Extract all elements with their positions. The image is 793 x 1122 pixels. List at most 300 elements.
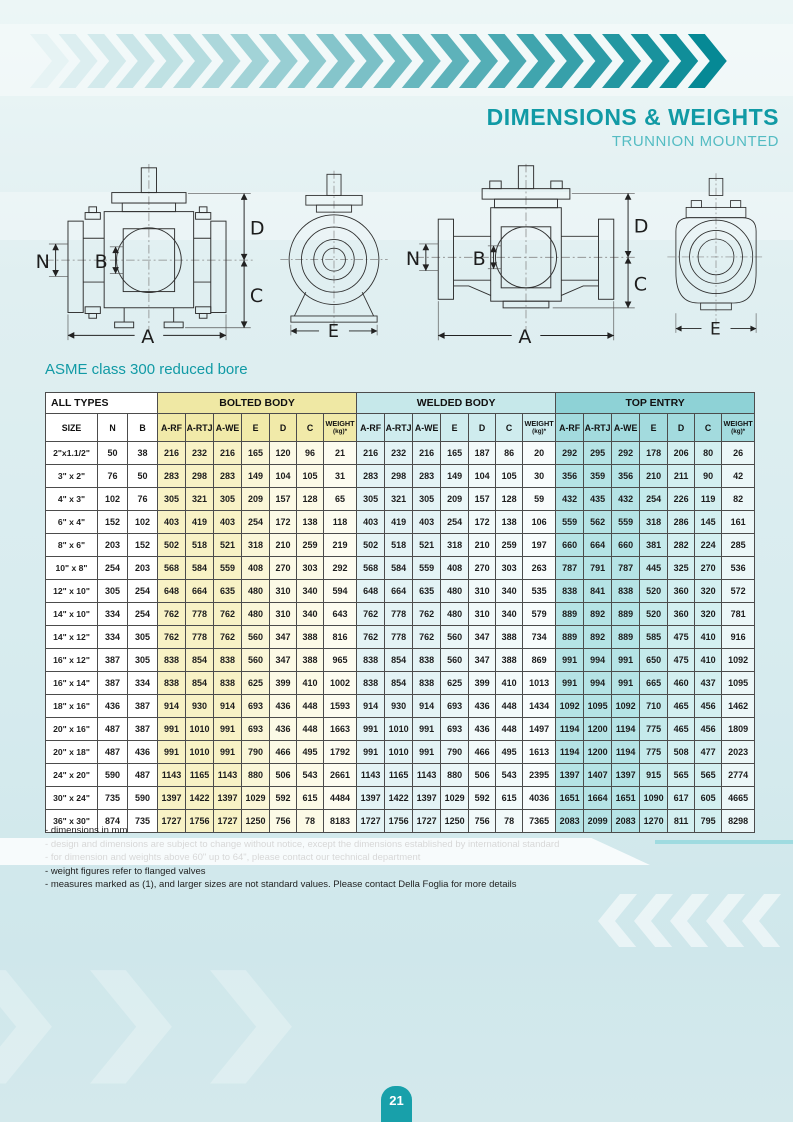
table-cell: 448 xyxy=(297,718,324,741)
table-cell: 2083 xyxy=(556,810,584,833)
table-cell: 1792 xyxy=(324,741,357,764)
dimension-label-e: E xyxy=(327,322,339,343)
table-cell: 660 xyxy=(612,534,640,557)
table-cell: 104 xyxy=(270,465,297,488)
table-cell: 565 xyxy=(695,764,722,787)
table-cell: 1165 xyxy=(186,764,214,787)
table-cell: 838 xyxy=(158,672,186,695)
table-cell: 1613 xyxy=(523,741,556,764)
table-cell: 36" x 30" xyxy=(46,810,98,833)
table-cell: 880 xyxy=(441,764,469,787)
table-row xyxy=(46,626,755,649)
table-cell: 410 xyxy=(695,626,722,649)
table-cell: 232 xyxy=(186,442,214,465)
table-row xyxy=(46,534,755,557)
table-cell: 82 xyxy=(722,488,755,511)
table-cell: 14" x 10" xyxy=(46,603,98,626)
table-cell: 1002 xyxy=(324,672,357,695)
table-cell: 506 xyxy=(469,764,496,787)
table-cell: 543 xyxy=(297,764,324,787)
table-cell: 665 xyxy=(640,672,668,695)
table-cell: 38 xyxy=(128,442,158,465)
table-cell: 1727 xyxy=(214,810,242,833)
table-cell: 854 xyxy=(186,649,214,672)
table-cell: 387 xyxy=(128,718,158,741)
table-cell: 466 xyxy=(270,741,297,764)
table-cell: 86 xyxy=(496,442,523,465)
table-cell: 991 xyxy=(413,718,441,741)
table-cell: 448 xyxy=(297,695,324,718)
table-cell: 24" x 20" xyxy=(46,764,98,787)
table-cell: 310 xyxy=(469,580,496,603)
table-cell: 559 xyxy=(556,511,584,534)
table-cell: 388 xyxy=(496,626,523,649)
table-cell: 590 xyxy=(98,764,128,787)
dimension-label-c: C xyxy=(633,273,648,296)
column-header: D xyxy=(668,414,695,442)
column-header: A-RF xyxy=(556,414,584,442)
table-cell: 693 xyxy=(441,718,469,741)
table-cell: 495 xyxy=(496,741,523,764)
table-cell: 584 xyxy=(186,557,214,580)
table-cell: 916 xyxy=(722,626,755,649)
table-cell: 59 xyxy=(523,488,556,511)
table-cell: 149 xyxy=(441,465,469,488)
table-cell: 1664 xyxy=(584,787,612,810)
table-cell: 838 xyxy=(357,649,385,672)
table-cell: 216 xyxy=(413,442,441,465)
table-cell: 615 xyxy=(297,787,324,810)
table-cell: 869 xyxy=(523,649,556,672)
table-cell: 359 xyxy=(584,465,612,488)
table-cell: 778 xyxy=(186,603,214,626)
table-cell: 387 xyxy=(98,649,128,672)
table-cell: 1422 xyxy=(186,787,214,810)
table-cell: 436 xyxy=(270,718,297,741)
table-row xyxy=(46,787,755,810)
table-cell: 219 xyxy=(324,534,357,557)
table-cell: 403 xyxy=(214,511,242,534)
table-cell: 1651 xyxy=(612,787,640,810)
column-header: E xyxy=(640,414,668,442)
table-cell: 1397 xyxy=(556,764,584,787)
group-header-all-types: ALL TYPES xyxy=(46,393,158,414)
table-cell: 762 xyxy=(158,603,186,626)
table-cell: 14" x 12" xyxy=(46,626,98,649)
table-cell: 2661 xyxy=(324,764,357,787)
table-cell: 259 xyxy=(297,534,324,557)
page-title: DIMENSIONS & WEIGHTS xyxy=(486,104,779,130)
table-cell: 298 xyxy=(385,465,413,488)
table-cell: 475 xyxy=(668,649,695,672)
table-cell: 206 xyxy=(668,442,695,465)
table-cell: 318 xyxy=(441,534,469,557)
table-cell: 693 xyxy=(242,718,270,741)
table-cell: 321 xyxy=(385,488,413,511)
table-cell: 285 xyxy=(722,534,755,557)
table-row xyxy=(46,557,755,580)
table-cell: 254 xyxy=(242,511,270,534)
table-cell: 26 xyxy=(722,442,755,465)
table-cell: 318 xyxy=(640,511,668,534)
table-cell: 106 xyxy=(523,511,556,534)
table-cell: 16" x 12" xyxy=(46,649,98,672)
table-cell: 305 xyxy=(357,488,385,511)
table-cell: 18" x 16" xyxy=(46,695,98,718)
table-cell: 347 xyxy=(469,626,496,649)
table-cell: 8" x 6" xyxy=(46,534,98,557)
table-cell: 388 xyxy=(297,649,324,672)
table-cell: 1593 xyxy=(324,695,357,718)
table-cell: 178 xyxy=(640,442,668,465)
table-cell: 448 xyxy=(496,718,523,741)
table-cell: 138 xyxy=(297,511,324,534)
table-cell: 305 xyxy=(98,580,128,603)
table-cell: 991 xyxy=(214,718,242,741)
dimension-label-a: A xyxy=(518,326,532,349)
table-cell: 838 xyxy=(612,580,640,603)
table-cell: 762 xyxy=(413,603,441,626)
table-cell: 283 xyxy=(357,465,385,488)
dimension-label-e: E xyxy=(710,319,721,340)
table-cell: 1250 xyxy=(242,810,270,833)
table-cell: 1013 xyxy=(523,672,556,695)
table-cell: 360 xyxy=(668,603,695,626)
table-cell: 495 xyxy=(297,741,324,764)
top-entry-side-view-drawing xyxy=(652,156,780,351)
table-cell: 1809 xyxy=(722,718,755,741)
table-cell: 854 xyxy=(385,672,413,695)
table-cell: 318 xyxy=(242,534,270,557)
table-cell: 120 xyxy=(270,442,297,465)
table-cell: 791 xyxy=(584,557,612,580)
valve-drawings xyxy=(28,156,780,356)
table-cell: 263 xyxy=(523,557,556,580)
table-cell: 508 xyxy=(668,741,695,764)
table-cell: 838 xyxy=(158,649,186,672)
table-cell: 635 xyxy=(214,580,242,603)
table-cell: 914 xyxy=(413,695,441,718)
table-cell: 96 xyxy=(297,442,324,465)
table-cell: 321 xyxy=(186,488,214,511)
table-cell: 816 xyxy=(324,626,357,649)
table-cell: 1143 xyxy=(214,764,242,787)
table-cell: 762 xyxy=(357,626,385,649)
table-cell: 838 xyxy=(413,672,441,695)
table-cell: 325 xyxy=(668,557,695,580)
table-cell: 432 xyxy=(556,488,584,511)
table-cell: 20" x 18" xyxy=(46,741,98,764)
table-cell: 165 xyxy=(242,442,270,465)
table-cell: 1194 xyxy=(556,718,584,741)
column-header: E xyxy=(441,414,469,442)
table-cell: 1663 xyxy=(324,718,357,741)
table-cell: 30 xyxy=(523,465,556,488)
table-cell: 994 xyxy=(584,649,612,672)
table-cell: 592 xyxy=(469,787,496,810)
table-cell: 432 xyxy=(612,488,640,511)
table-cell: 914 xyxy=(158,695,186,718)
table-cell: 1397 xyxy=(214,787,242,810)
table-cell: 295 xyxy=(584,442,612,465)
table-cell: 568 xyxy=(357,557,385,580)
table-cell: 1010 xyxy=(186,741,214,764)
table-cell: 2774 xyxy=(722,764,755,787)
table-cell: 930 xyxy=(385,695,413,718)
column-header: E xyxy=(242,414,270,442)
table-cell: 145 xyxy=(695,511,722,534)
column-header: SIZE xyxy=(46,414,98,442)
table-cell: 30" x 24" xyxy=(46,787,98,810)
table-cell: 778 xyxy=(385,603,413,626)
table-cell: 874 xyxy=(98,810,128,833)
table-cell: 305 xyxy=(128,626,158,649)
table-cell: 1422 xyxy=(385,787,413,810)
table-cell: 210 xyxy=(640,465,668,488)
table-cell: 584 xyxy=(385,557,413,580)
table-cell: 12" x 10" xyxy=(46,580,98,603)
table-cell: 778 xyxy=(186,626,214,649)
table-cell: 387 xyxy=(98,672,128,695)
table-cell: 456 xyxy=(695,718,722,741)
table-cell: 2099 xyxy=(584,810,612,833)
table-cell: 410 xyxy=(297,672,324,695)
table-row xyxy=(46,603,755,626)
table-cell: 994 xyxy=(584,672,612,695)
table-cell: 762 xyxy=(413,626,441,649)
table-cell: 480 xyxy=(441,580,469,603)
table-cell: 80 xyxy=(695,442,722,465)
table-cell: 1651 xyxy=(556,787,584,810)
table-cell: 340 xyxy=(297,603,324,626)
table-cell: 889 xyxy=(612,626,640,649)
table-cell: 590 xyxy=(128,787,158,810)
bottom-accent-line xyxy=(655,840,793,844)
table-row xyxy=(46,488,755,511)
table-cell: 1165 xyxy=(385,764,413,787)
table-cell: 1143 xyxy=(357,764,385,787)
table-cell: 568 xyxy=(158,557,186,580)
column-header: A-RF xyxy=(158,414,186,442)
table-cell: 579 xyxy=(523,603,556,626)
table-cell: 487 xyxy=(98,718,128,741)
table-cell: 105 xyxy=(297,465,324,488)
table-cell: 615 xyxy=(496,787,523,810)
table-cell: 254 xyxy=(640,488,668,511)
table-cell: 305 xyxy=(158,488,186,511)
table-cell: 31 xyxy=(324,465,357,488)
table-cell: 165 xyxy=(441,442,469,465)
table-cell: 502 xyxy=(357,534,385,557)
table-cell: 42 xyxy=(722,465,755,488)
table-cell: 90 xyxy=(695,465,722,488)
table-cell: 838 xyxy=(214,649,242,672)
table-cell: 841 xyxy=(584,580,612,603)
table-cell: 203 xyxy=(98,534,128,557)
table-row xyxy=(46,764,755,787)
footnote: - measures marked as (1), and larger sizes are not standard values. Please contact Della Foglia for more details xyxy=(45,878,753,892)
group-header-welded: WELDED BODY xyxy=(357,393,556,414)
column-header: C xyxy=(695,414,722,442)
table-cell: 149 xyxy=(242,465,270,488)
table-row xyxy=(46,511,755,534)
table-cell: 292 xyxy=(612,442,640,465)
table-cell: 559 xyxy=(612,511,640,534)
table-cell: 795 xyxy=(695,810,722,833)
table-cell: 1397 xyxy=(357,787,385,810)
table-cell: 487 xyxy=(128,764,158,787)
table-cell: 648 xyxy=(357,580,385,603)
table-cell: 466 xyxy=(469,741,496,764)
table-cell: 105 xyxy=(496,465,523,488)
title-block xyxy=(487,104,779,150)
column-header-weight: WEIGHT (kg)* xyxy=(523,414,556,442)
table-cell: 187 xyxy=(469,442,496,465)
table-cell: 437 xyxy=(695,672,722,695)
table-cell: 560 xyxy=(242,649,270,672)
table-cell: 1092 xyxy=(722,649,755,672)
table-cell: 1029 xyxy=(242,787,270,810)
table-cell: 1194 xyxy=(556,741,584,764)
table-cell: 1497 xyxy=(523,718,556,741)
table-cell: 50 xyxy=(98,442,128,465)
table-cell: 892 xyxy=(584,603,612,626)
table-cell: 76 xyxy=(98,465,128,488)
table-cell: 1095 xyxy=(722,672,755,695)
bottom-white-band xyxy=(0,838,650,865)
table-cell: 1092 xyxy=(556,695,584,718)
table-cell: 518 xyxy=(186,534,214,557)
table-cell: 216 xyxy=(214,442,242,465)
table-cell: 292 xyxy=(324,557,357,580)
table-cell: 283 xyxy=(158,465,186,488)
table-cell: 1200 xyxy=(584,741,612,764)
table-cell: 915 xyxy=(640,764,668,787)
table-cell: 270 xyxy=(695,557,722,580)
column-header: C xyxy=(496,414,523,442)
table-cell: 1727 xyxy=(413,810,441,833)
column-header: A-RTJ xyxy=(584,414,612,442)
dimension-label-n: N xyxy=(35,250,50,273)
bottom-left-pointing-chevrons xyxy=(598,893,793,947)
table-cell: 211 xyxy=(668,465,695,488)
table-cell: 660 xyxy=(556,534,584,557)
table-cell: 506 xyxy=(270,764,297,787)
table-cell: 592 xyxy=(270,787,297,810)
table-cell: 892 xyxy=(584,626,612,649)
table-cell: 790 xyxy=(441,741,469,764)
table-cell: 4484 xyxy=(324,787,357,810)
table-cell: 310 xyxy=(270,603,297,626)
bottom-faint-chevrons xyxy=(0,968,490,1088)
group-header-bolted: BOLTED BODY xyxy=(158,393,357,414)
table-cell: 356 xyxy=(612,465,640,488)
table-cell: 1029 xyxy=(441,787,469,810)
table-cell: 648 xyxy=(158,580,186,603)
table-cell: 1092 xyxy=(612,695,640,718)
table-cell: 635 xyxy=(413,580,441,603)
table-cell: 102 xyxy=(98,488,128,511)
table-cell: 436 xyxy=(469,718,496,741)
column-header: N xyxy=(98,414,128,442)
table-cell: 254 xyxy=(98,557,128,580)
table-cell: 282 xyxy=(668,534,695,557)
table-cell: 1756 xyxy=(186,810,214,833)
table-cell: 762 xyxy=(357,603,385,626)
table-cell: 320 xyxy=(695,580,722,603)
table-cell: 480 xyxy=(242,603,270,626)
table-cell: 1010 xyxy=(385,718,413,741)
bolted-body-side-view-drawing xyxy=(268,156,400,351)
table-cell: 399 xyxy=(469,672,496,695)
bolted-body-front-view-drawing xyxy=(28,156,266,351)
dimension-label-d: D xyxy=(249,217,265,240)
column-header: A-RF xyxy=(357,414,385,442)
table-cell: 340 xyxy=(297,580,324,603)
table-cell: 388 xyxy=(297,626,324,649)
column-header: A-RTJ xyxy=(385,414,413,442)
table-cell: 477 xyxy=(695,741,722,764)
table-cell: 419 xyxy=(385,511,413,534)
table-cell: 347 xyxy=(270,626,297,649)
table-cell: 787 xyxy=(556,557,584,580)
table-cell: 2395 xyxy=(523,764,556,787)
table-cell: 445 xyxy=(640,557,668,580)
table-cell: 303 xyxy=(297,557,324,580)
table-cell: 502 xyxy=(158,534,186,557)
table-cell: 259 xyxy=(496,534,523,557)
table-cell: 1095 xyxy=(584,695,612,718)
table-cell: 811 xyxy=(668,810,695,833)
table-cell: 410 xyxy=(695,649,722,672)
welded-body-front-view-drawing xyxy=(402,156,650,351)
table-cell: 762 xyxy=(214,603,242,626)
table-cell: 128 xyxy=(496,488,523,511)
table-cell: 518 xyxy=(385,534,413,557)
table-cell: 1010 xyxy=(186,718,214,741)
table-cell: 138 xyxy=(496,511,523,534)
table-cell: 448 xyxy=(496,695,523,718)
table-cell: 536 xyxy=(722,557,755,580)
table-cell: 403 xyxy=(413,511,441,534)
table-cell: 465 xyxy=(668,718,695,741)
table-cell: 334 xyxy=(128,672,158,695)
table-cell: 226 xyxy=(668,488,695,511)
table-cell: 1143 xyxy=(158,764,186,787)
table-cell: 152 xyxy=(98,511,128,534)
table-cell: 1434 xyxy=(523,695,556,718)
table-cell: 735 xyxy=(128,810,158,833)
column-header: A-RTJ xyxy=(186,414,214,442)
column-header: A-WE xyxy=(413,414,441,442)
table-cell: 1397 xyxy=(158,787,186,810)
table-cell: 560 xyxy=(441,626,469,649)
table-cell: 965 xyxy=(324,649,357,672)
table-cell: 78 xyxy=(496,810,523,833)
table-cell: 1727 xyxy=(158,810,186,833)
table-cell: 762 xyxy=(214,626,242,649)
table-cell: 991 xyxy=(612,672,640,695)
table-row xyxy=(46,718,755,741)
table-cell: 283 xyxy=(214,465,242,488)
table-cell: 854 xyxy=(385,649,413,672)
table-cell: 991 xyxy=(413,741,441,764)
table-cell: 172 xyxy=(469,511,496,534)
table-cell: 914 xyxy=(357,695,385,718)
table-cell: 559 xyxy=(413,557,441,580)
table-cell: 436 xyxy=(270,695,297,718)
column-header: D xyxy=(469,414,496,442)
